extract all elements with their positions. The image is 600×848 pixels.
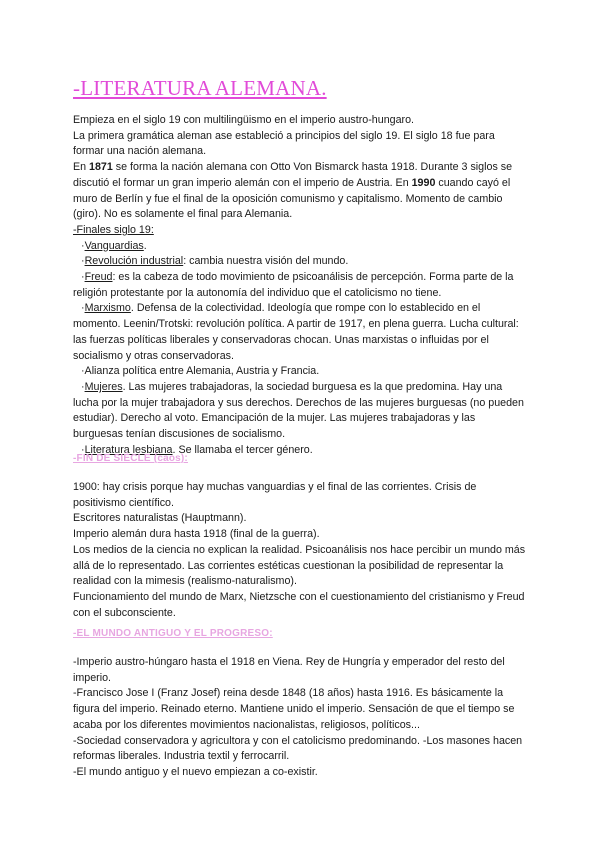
paragraph: Funcionamiento del mundo de Marx, Nietzsche con el cuestionamiento del cristianismo y Freud con el subconsciente. <box>73 590 525 619</box>
year-1990: 1990 <box>411 176 436 189</box>
list-item-vanguardias <box>73 239 528 255</box>
bullet: · <box>81 255 85 268</box>
list-item-revolucion <box>73 254 528 270</box>
list-item-mujeres <box>73 380 528 443</box>
paragraph: -El mundo antiguo y el nuevo empiezan a co-existir. <box>73 765 318 778</box>
item-label: Freud <box>84 271 113 284</box>
item-text: : cambia nuestra visión del mundo. <box>183 255 349 268</box>
list-item-marxismo <box>73 301 528 364</box>
item-label: Literatura lesbiana <box>84 443 173 456</box>
list-item-freud <box>73 270 528 301</box>
item-label: Vanguardias <box>84 239 144 252</box>
paragraph <box>73 160 528 223</box>
intro-section <box>73 113 528 458</box>
section-heading-mundo-antiguo: -EL MUNDO ANTIGUO Y EL PROGRESO: <box>73 628 273 639</box>
bullet: · <box>81 302 85 315</box>
bullet: · <box>81 239 85 252</box>
section-heading-fin-de-siecle: -FIN DE SIÈCLE (caos): <box>73 453 188 464</box>
item-text: . Defensa de la colectividad. Ideología que rompe con lo establecido en el momento. Leenin/Trotski: revolución política. A partir de 1917, en plena guerra. Lucha cultural: las fuerzas políticas liberales y conservadoras chocan. Unas marxistas o influidas por el socialismo y otras conservadoras. <box>73 302 519 362</box>
item-label: Revolución industrial <box>84 255 184 268</box>
text-run: se forma la nación alemana con Otto Von Bismarck hasta 1918. Durante 3 siglos se discutió el formar un gran imperio alemán con el imperio de Austria. En <box>73 161 513 189</box>
bullet: · <box>81 271 85 284</box>
mundo-antiguo-section <box>73 655 528 781</box>
fin-de-siecle-section <box>73 480 528 621</box>
paragraph: 1900: hay crisis porque hay muchas vanguardias y el final de las corrientes. Crisis de positivismo científico. <box>73 481 477 509</box>
text-run: En <box>73 161 90 174</box>
paragraph: Los medios de la ciencia no explican la realidad. Psicoanálisis nos hace percibir un mundo más allá de lo representado. Las corrientes estéticas cuestionan la posibilidad de representar la realidad con la mimesis (realismo-naturalismo). <box>73 543 526 588</box>
item-text: : es la cabeza de todo movimiento de psicoanálisis de percepción. Forma parte de la religión protestante por la autonomía del individuo que el catolicismo no tiene. <box>73 271 514 299</box>
item-text: . Se llamaba el tercer género. <box>172 443 313 456</box>
item-label: Marxismo <box>84 302 131 315</box>
paragraph: La primera gramática aleman ase estableció a principios del siglo 19. El siglo 18 fue para formar una nación alemana. <box>73 129 495 158</box>
paragraph: -Imperio austro-húngaro hasta el 1918 en Viena. Rey de Hungría y emperador del resto del imperio. <box>73 656 505 684</box>
paragraph: Imperio alemán dura hasta 1918 (final de la guerra). <box>73 528 320 541</box>
document-title: -LITERATURA ALEMANA. <box>73 76 327 100</box>
paragraph: Empieza en el siglo 19 con multilingüismo en el imperio austro-hungaro. <box>73 114 414 126</box>
bullet: · <box>81 443 85 456</box>
item-text: . Las mujeres trabajadoras, la sociedad burguesa es la que predomina. Hay una lucha por la mujer trabajadora y sus derechos. Derechos de las mujeres burguesas (no pueden estudiar). Derecho al voto. Emancipación de la mujer. Las mujeres trabajadoras y las burguesas tenían discusiones de socialismo. <box>73 380 524 441</box>
year-1871: 1871 <box>89 161 113 174</box>
item-text: . <box>143 239 147 252</box>
text-run: cuando cayó el muro de Berlín y fue el final de la oposición comunismo y capitalismo. Momento de cambio (giro). No es solamente el final para Alemania. <box>73 176 511 221</box>
finales-heading: -Finales siglo 19: <box>73 223 154 236</box>
paragraph: -Sociedad conservadora y agricultora y con el catolicismo predominando. -Los masones hacen reformas liberales. Industria textil y ferrocarril. <box>73 734 523 763</box>
list-item-alianza: ·Alianza política entre Alemania, Austria y Francia. <box>81 365 320 378</box>
bullet: · <box>81 380 85 393</box>
paragraph: -Francisco Jose I (Franz Josef) reina desde 1848 (18 años) hasta 1916. Es básicamente la figura del imperio. Reinado eterno. Mantiene unido el imperio. Sensación de que el tiempo se acaba por los diferentes movimientos nacionalistas, religiosos, políticos... <box>73 687 515 731</box>
item-label: Mujeres <box>84 380 123 393</box>
paragraph: Escritores naturalistas (Hauptmann). <box>73 512 247 525</box>
